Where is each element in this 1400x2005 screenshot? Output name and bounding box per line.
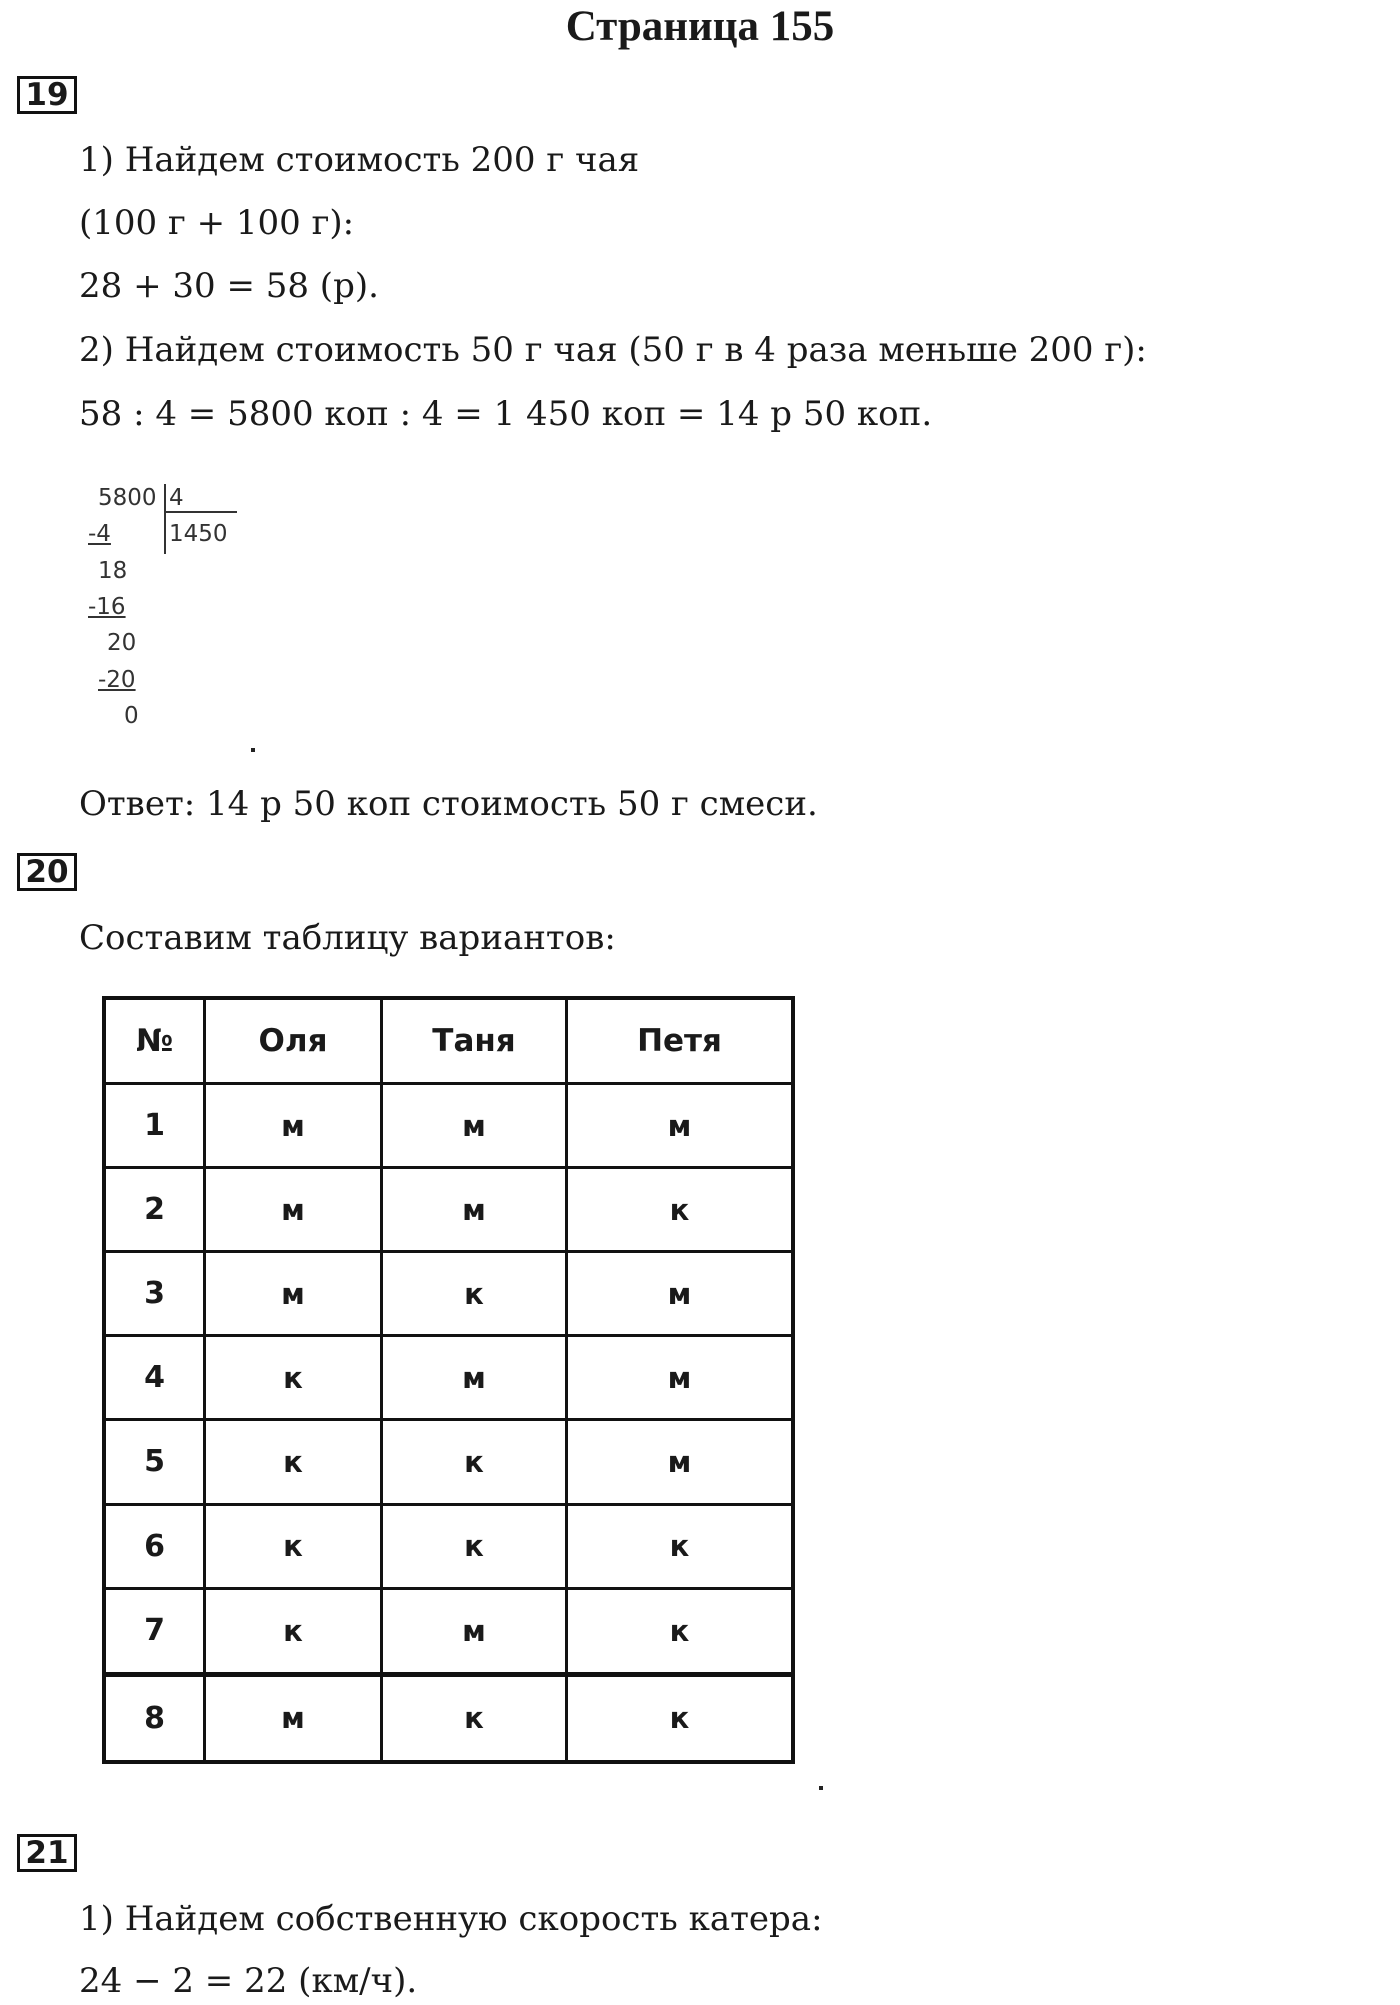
column-header: Таня	[382, 998, 567, 1084]
solution-line: 28 + 30 = 58 (р).	[79, 266, 379, 306]
division-divisor: 4	[169, 485, 184, 511]
table-cell: м	[205, 1168, 382, 1252]
row-number: 6	[104, 1504, 205, 1588]
table-cell: к	[567, 1504, 794, 1588]
table-cell: м	[382, 1588, 567, 1674]
solution-line: (100 г + 100 г):	[79, 203, 355, 243]
answer-line: Ответ: 14 р 50 коп стоимость 50 г смеси.	[79, 784, 818, 824]
row-number: 2	[104, 1168, 205, 1252]
solution-line: 58 : 4 = 5800 коп : 4 = 1 450 коп = 14 р 50 коп.	[79, 394, 933, 434]
division-step: 0	[124, 703, 139, 729]
table-cell: м	[205, 1252, 382, 1336]
table-row	[104, 1674, 793, 1762]
table-row	[104, 1336, 793, 1420]
table-cell: к	[567, 1588, 794, 1674]
row-number: 3	[104, 1252, 205, 1336]
task-number-20: 20	[17, 853, 77, 891]
table-cell: к	[567, 1674, 794, 1762]
row-number: 4	[104, 1336, 205, 1420]
table-row	[104, 1168, 793, 1252]
division-step: 20	[107, 630, 137, 656]
column-header: Оля	[205, 998, 382, 1084]
row-number: 8	[104, 1674, 205, 1762]
table-row	[104, 1252, 793, 1336]
table-cell: м	[567, 1336, 794, 1420]
stray-dot	[251, 748, 255, 752]
table-row	[104, 1588, 793, 1674]
table-cell: м	[567, 1420, 794, 1504]
column-header: Петя	[567, 998, 794, 1084]
division-vertical-line	[164, 484, 166, 554]
table-cell: к	[382, 1420, 567, 1504]
table-cell: к	[205, 1336, 382, 1420]
task-number-21: 21	[17, 1834, 77, 1872]
division-step: -20	[98, 667, 136, 693]
division-step: -4	[88, 521, 111, 547]
table-cell: м	[205, 1674, 382, 1762]
division-step: 18	[98, 558, 128, 584]
page-title: Страница 155	[565, 3, 835, 50]
table-cell: м	[382, 1168, 567, 1252]
task-number-19: 19	[17, 76, 77, 114]
division-dividend: 5800	[98, 485, 157, 511]
division-quotient: 1450	[169, 521, 228, 547]
solution-line: 24 − 2 = 22 (км/ч).	[79, 1961, 418, 2001]
table-cell: м	[382, 1084, 567, 1168]
stray-dot	[819, 1786, 823, 1790]
table-cell: к	[205, 1504, 382, 1588]
table-cell: к	[205, 1420, 382, 1504]
table-cell: м	[205, 1084, 382, 1168]
table-cell: м	[567, 1084, 794, 1168]
table-cell: к	[382, 1674, 567, 1762]
column-header: №	[104, 998, 205, 1084]
table-cell: м	[382, 1336, 567, 1420]
division-horizontal-line	[166, 511, 237, 513]
table-row	[104, 1504, 793, 1588]
table-cell: к	[205, 1588, 382, 1674]
variants-table	[102, 996, 795, 1764]
table-cell: к	[567, 1168, 794, 1252]
table-intro: Составим таблицу вариантов:	[79, 918, 616, 958]
table-row	[104, 1420, 793, 1504]
table-cell: к	[382, 1504, 567, 1588]
row-number: 1	[104, 1084, 205, 1168]
solution-line: 2) Найдем стоимость 50 г чая (50 г в 4 раза меньше 200 г):	[79, 330, 1147, 370]
row-number: 7	[104, 1588, 205, 1674]
division-step: -16	[88, 594, 126, 620]
row-number: 5	[104, 1420, 205, 1504]
table-cell: к	[382, 1252, 567, 1336]
table-header-row	[104, 998, 793, 1084]
table-cell: м	[567, 1252, 794, 1336]
table-row	[104, 1084, 793, 1168]
solution-line: 1) Найдем собственную скорость катера:	[79, 1899, 823, 1939]
solution-line: 1) Найдем стоимость 200 г чая	[79, 140, 640, 180]
